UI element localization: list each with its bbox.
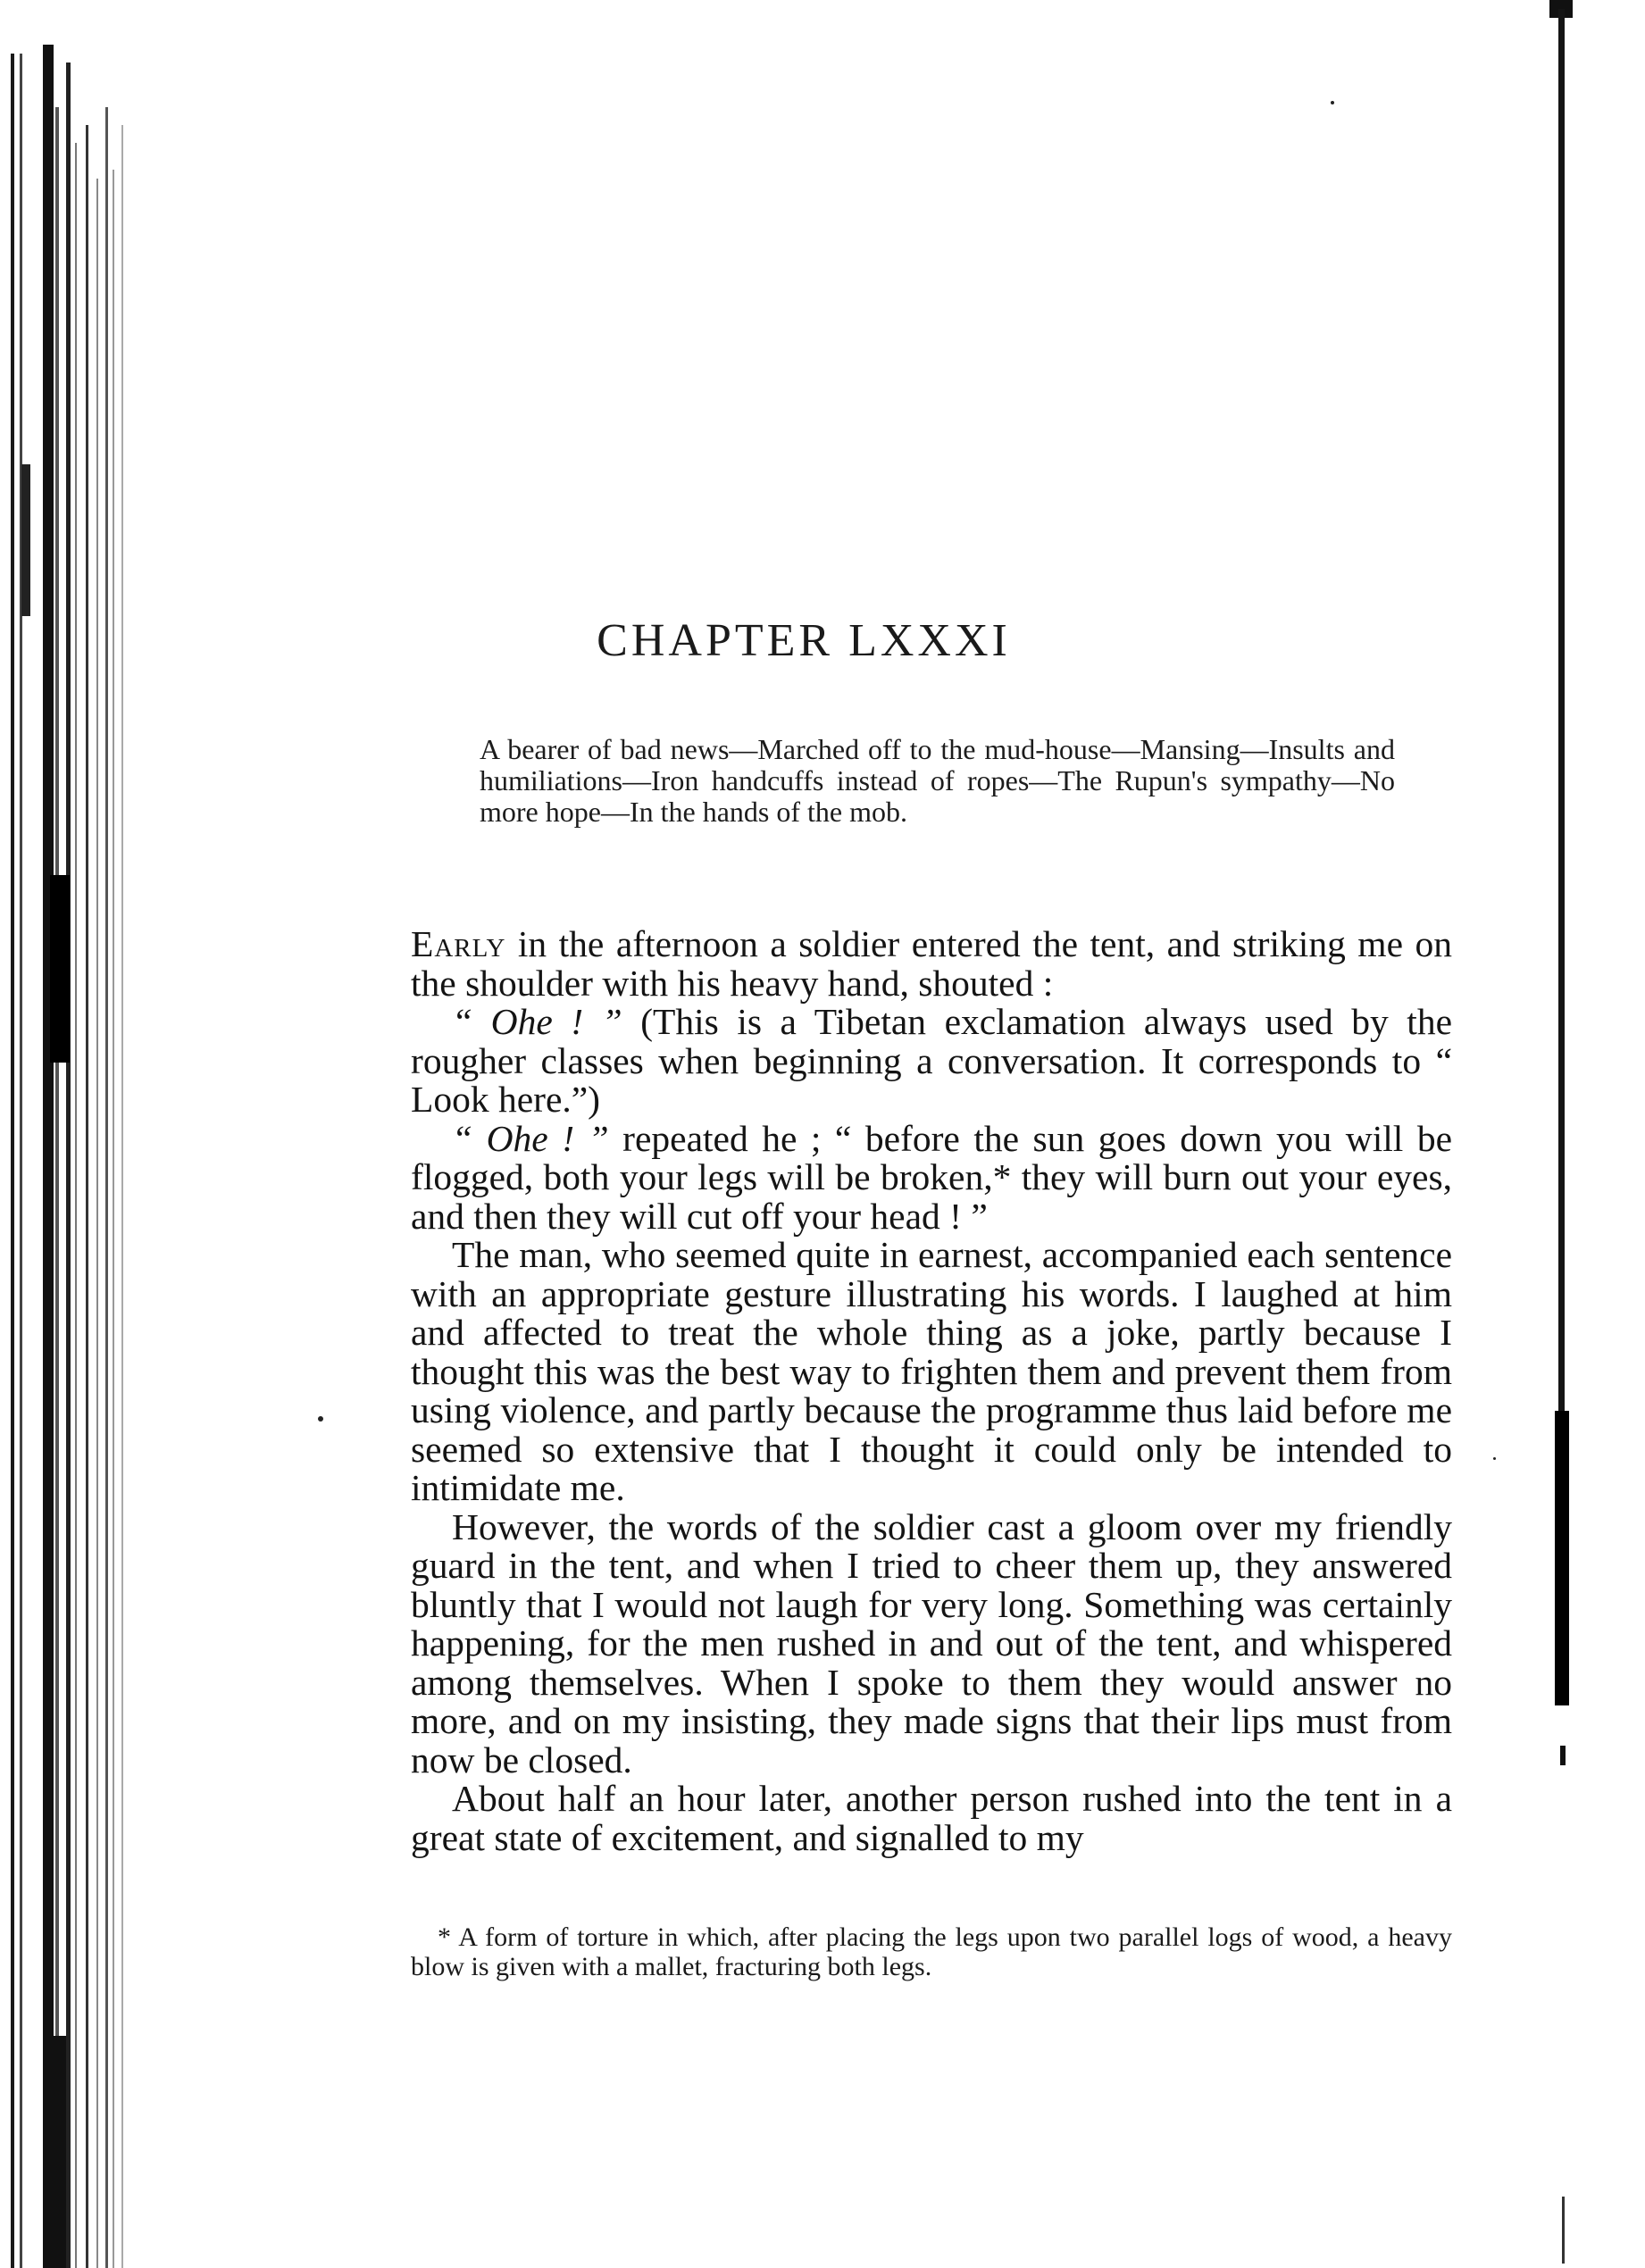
paragraph — [411, 925, 1452, 1003]
chapter-synopsis: A bearer of bad news—Marched off to the mud-house—Mansing—Insults and humiliations—Iron handcuffs instead of ropes—The Rupun's sympathy—No more hope—In the hands of the mob. — [480, 733, 1395, 828]
exclamation: “ Ohe ! ” — [452, 1117, 609, 1159]
paragraph — [411, 1117, 1453, 1237]
footnote: * A form of torture in which, after placing the legs upon two parallel logs of wood, a heavy blow is given with a mallet, fracturing both legs. — [411, 1922, 1452, 1981]
paragraph-text: in the afternoon a soldier entered the tent, and striking me on the shoulder with his heavy hand, shouted : — [411, 923, 1452, 1004]
chapter-body — [411, 925, 1452, 1857]
book-gutter-shadow — [0, 0, 156, 2268]
chapter-title: CHAPTER LXXXI — [597, 615, 1011, 666]
scan-speck — [1493, 1457, 1496, 1460]
scan-speck — [1331, 101, 1334, 104]
paragraph — [411, 1003, 1452, 1120]
paragraph: However, the words of the soldier cast a gloom over my friendly guard in the tent, and when I tried to cheer them up, they answered bluntly that I would not laugh for very long. Something was certainly happening, for the men rushed in and out of the tent, and whispered among themselves. When I spoke to them they would answer no more, and on my insisting, they made signs that their lips must from now be closed. — [411, 1505, 1452, 1780]
exclamation: “ Ohe ! ” — [452, 1001, 622, 1042]
paragraph: The man, who seemed quite in earnest, accompanied each sentence with an appropriate gesture illustrating his words. I laughed at him and affected to treat the whole thing as a joke, partly because I thought this was the best way to frighten them and prevent them from using violence, and partly because the programme thus laid before me seemed so extensive that I thought it could only be intended to intimidate me. — [411, 1234, 1452, 1508]
paragraph-text: (This is a Tibetan exclamation always used by the rougher classes when beginning a conversation. It corresponds to “ Look here.”) — [411, 1001, 1452, 1120]
scan-speck — [318, 1416, 323, 1422]
opening-word: Early — [411, 923, 506, 964]
paragraph-text: repeated he ; “ before the sun goes down you will be flogged, both your legs will be broken,* they will burn out your eyes, and then they will cut off your head ! ” — [411, 1117, 1453, 1237]
page-edge-shadow — [1549, 0, 1603, 2268]
paragraph: About half an hour later, another person rushed into the tent in a great state of excitement, and signalled to my — [411, 1778, 1452, 1858]
